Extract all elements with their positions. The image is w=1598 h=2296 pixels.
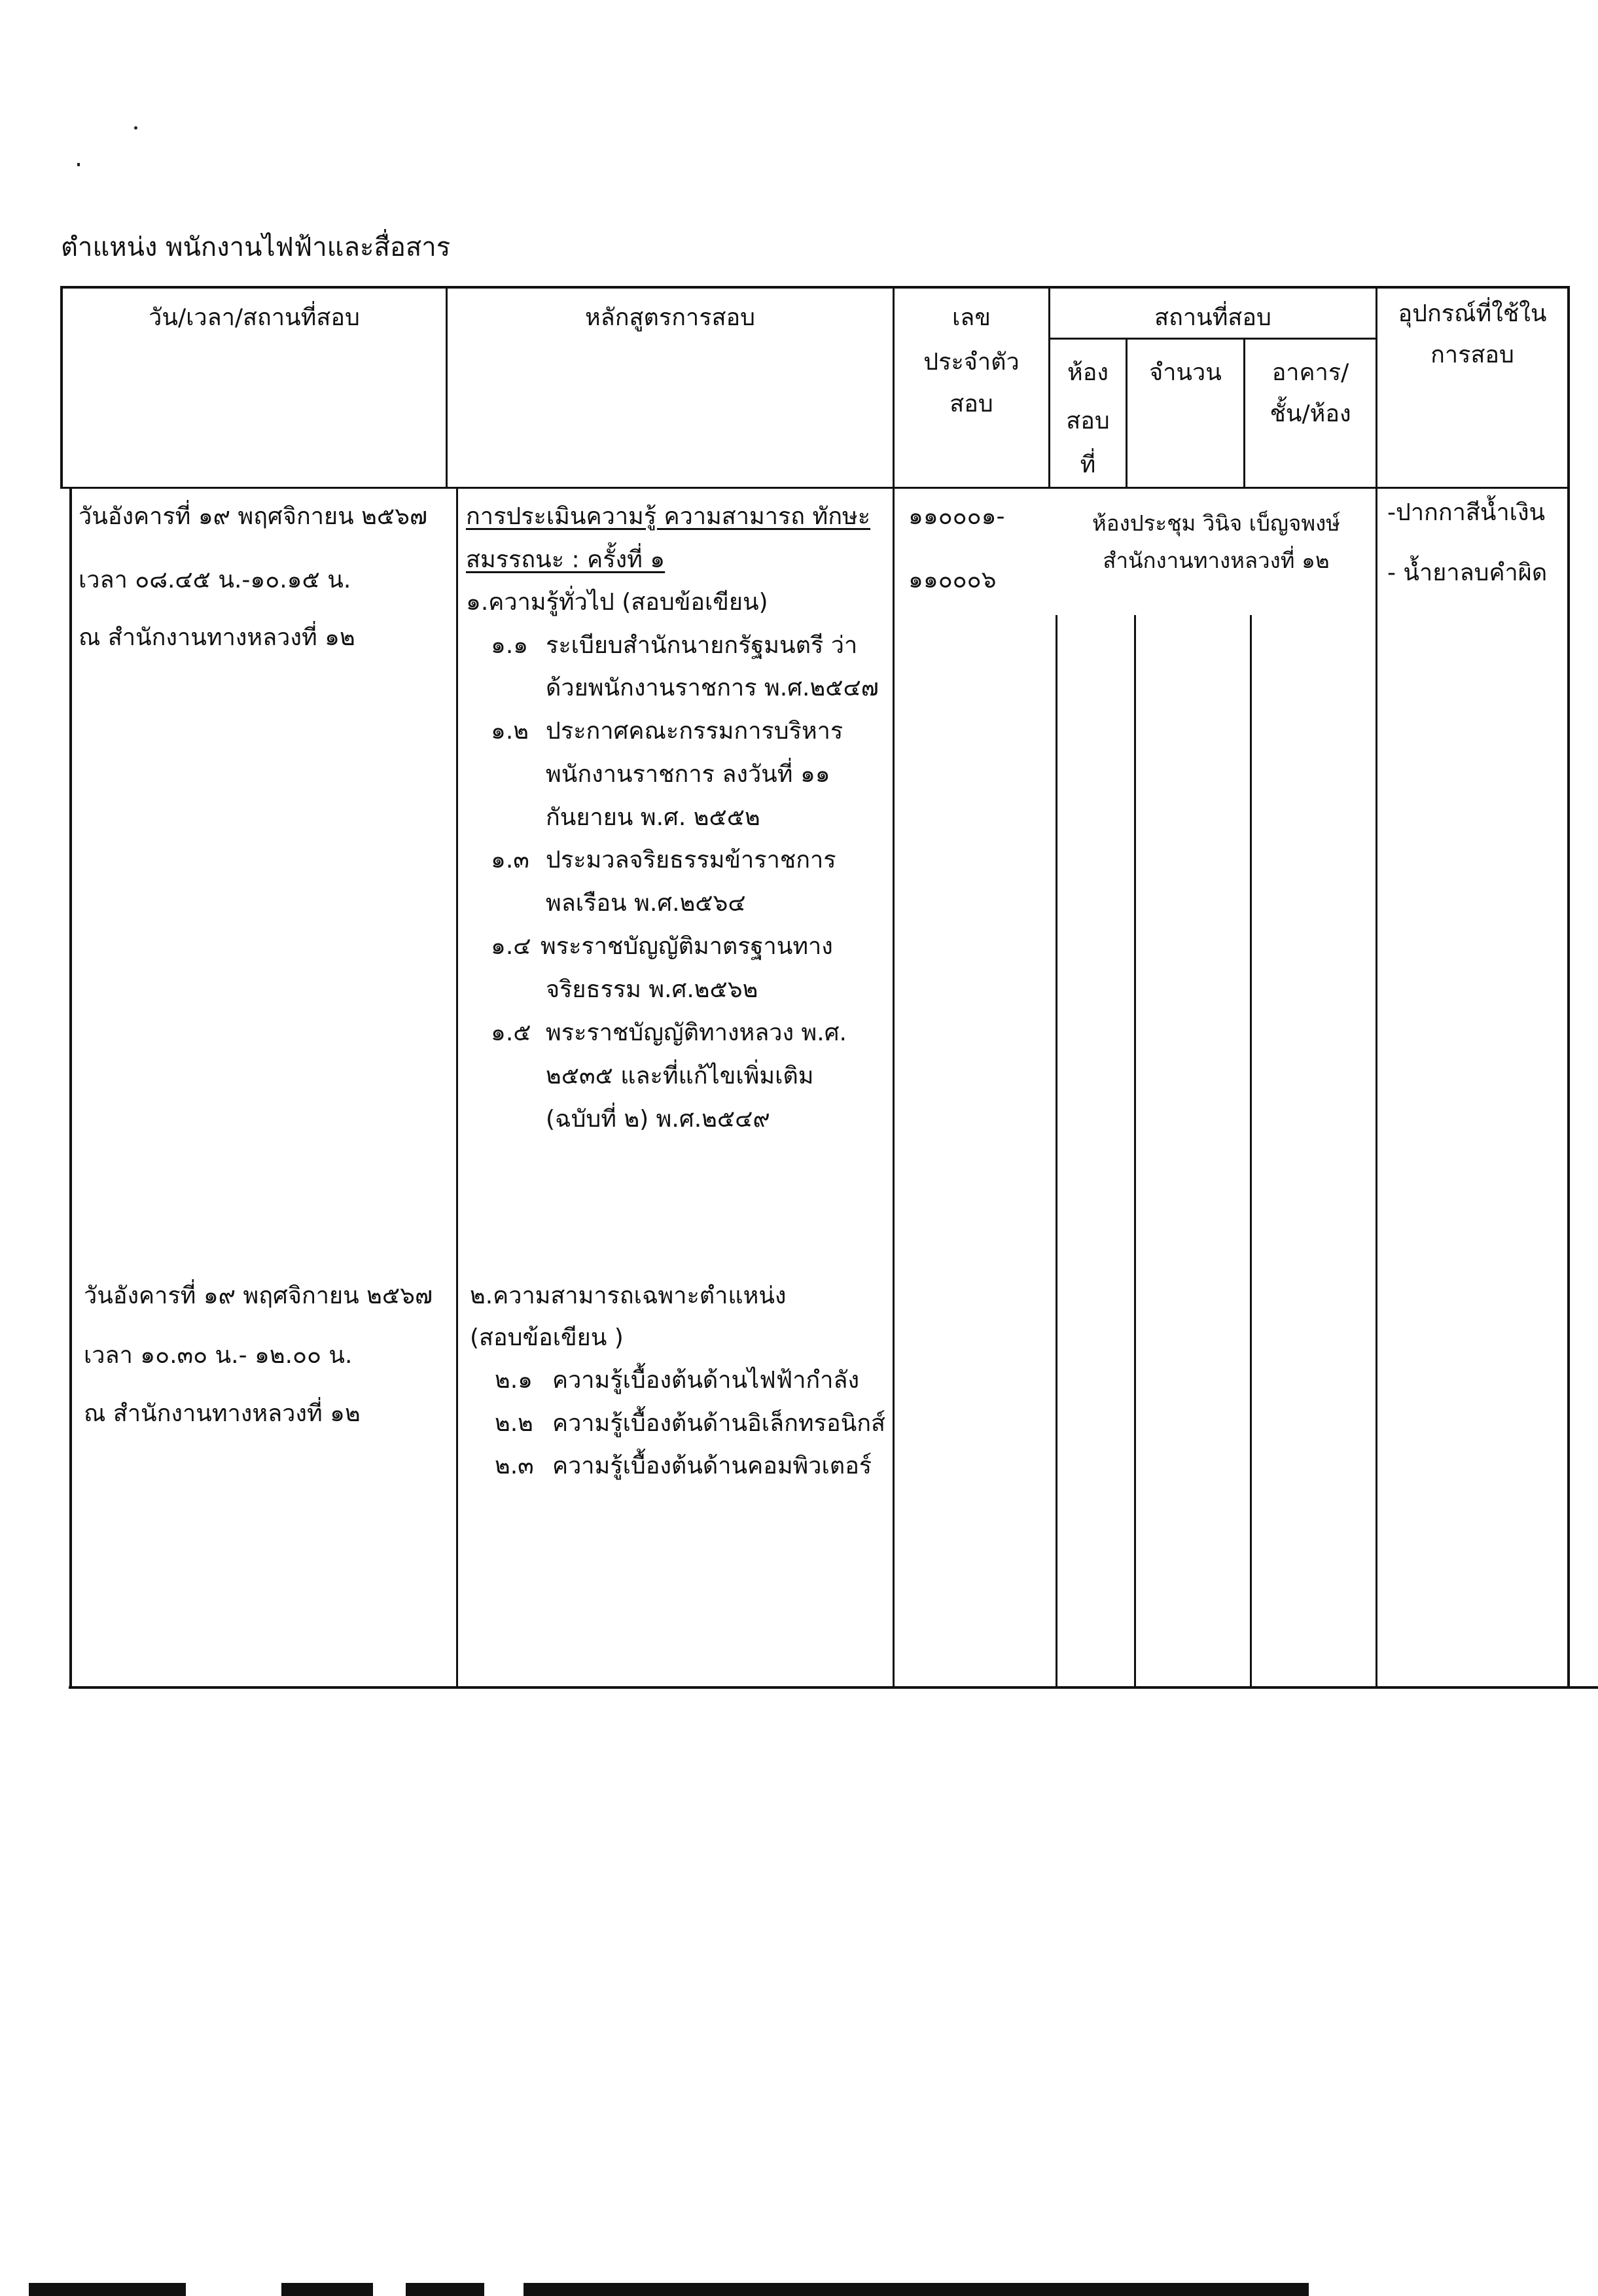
scan-mark [29, 2283, 186, 2296]
header-building-line: อาคาร/ [1271, 359, 1349, 386]
item-text: พลเรือน พ.ศ.๒๕๖๔ [546, 890, 746, 917]
table-header-divider [60, 487, 1569, 489]
session1-date: วันอังคารที่ ๑๙ พฤศจิกายน ๒๕๖๗ [79, 503, 428, 530]
exam-id-from: ๑๑๐๐๐๑- [908, 503, 1005, 530]
header-venue: สถานที่สอบ [1154, 304, 1271, 331]
assessment-title-cont: สมรรถนะ : ครั้งที่ ๑ [466, 546, 666, 573]
scan-speck [134, 126, 137, 130]
header-exam-id-line: เลข [952, 304, 991, 331]
item-number: ๒.๒ [495, 1410, 533, 1437]
header-room-no-line: ที่ [1080, 451, 1096, 478]
item-number: ๑.๔ [491, 933, 531, 960]
equipment-item-pen: -ปากกาสีน้ำเงิน [1387, 499, 1546, 526]
section-specific-ability-cont: (สอบข้อเขียน ) [470, 1324, 624, 1351]
col-divider-2 [893, 286, 895, 1689]
table-bottom-border [69, 1686, 1598, 1689]
scan-mark [524, 2283, 1309, 2296]
scan-mark [281, 2283, 373, 2296]
col-divider-5-body [1250, 615, 1252, 1689]
item-text: ความรู้เบื้องต้นด้านไฟฟ้ากำลัง [552, 1367, 860, 1394]
header-count: จำนวน [1149, 359, 1222, 386]
scan-speck [77, 163, 80, 166]
session1-time: เวลา ๐๘.๔๕ น.-๑๐.๑๕ น. [79, 567, 351, 593]
header-exam-id-line: สอบ [950, 391, 993, 417]
item-text: (ฉบับที่ ๒) พ.ศ.๒๕๔๙ [546, 1106, 770, 1133]
table-top-border [60, 286, 1569, 289]
header-room-no-line: ห้อง [1067, 359, 1109, 386]
col-border-left-body [69, 487, 72, 1689]
assessment-title: การประเมินความรู้ ความสามารถ ทักษะ [466, 503, 871, 530]
item-number: ๑.๒ [491, 718, 529, 745]
item-text: จริยธรรม พ.ศ.๒๕๖๒ [546, 976, 758, 1003]
col-divider-4-body [1134, 615, 1136, 1689]
header-room-no-line: สอบ [1066, 408, 1110, 434]
col-divider-1-body [456, 487, 458, 1689]
page-title: ตำแหน่ง พนักงานไฟฟ้าและสื่อสาร [61, 232, 451, 262]
item-text: ด้วยพนักงานราชการ พ.ศ.๒๕๔๗ [546, 675, 879, 701]
col-divider-3-body [1056, 615, 1057, 1689]
section-general-knowledge: ๑.ความรู้ทั่วไป (สอบข้อเขียน) [466, 589, 768, 616]
exam-id-to: ๑๑๐๐๐๖ [908, 567, 997, 593]
session2-place: ณ สำนักงานทางหลวงที่ ๑๒ [84, 1400, 361, 1427]
col-divider-6 [1376, 286, 1377, 1689]
item-text: พระราชบัญญัติทางหลวง พ.ศ. [546, 1019, 847, 1046]
session2-date: วันอังคารที่ ๑๙ พฤศจิกายน ๒๕๖๗ [84, 1282, 433, 1309]
item-number: ๑.๕ [491, 1019, 531, 1046]
item-text: ระเบียบสำนักนายกรัฐมนตรี ว่า [546, 632, 858, 659]
item-text: ความรู้เบื้องต้นด้านคอมพิวเตอร์ [552, 1453, 872, 1479]
item-number: ๑.๓ [491, 847, 529, 874]
session2-time: เวลา ๑๐.๓๐ น.- ๑๒.๐๐ น. [84, 1342, 353, 1369]
item-number: ๑.๑ [491, 632, 529, 659]
item-text: พระราชบัญญัติมาตรฐานทาง [541, 933, 833, 960]
venue-subheader-divider [1048, 338, 1376, 340]
item-number: ๒.๓ [495, 1453, 534, 1479]
equipment-item-correction-fluid: - น้ำยาลบคำผิด [1387, 559, 1548, 586]
header-date-time-place: วัน/เวลา/สถานที่สอบ [149, 304, 360, 331]
session1-place: ณ สำนักงานทางหลวงที่ ๑๒ [79, 624, 355, 651]
item-text: ประกาศคณะกรรมการบริหาร [546, 718, 843, 745]
header-building-line: ชั้น/ห้อง [1270, 400, 1351, 427]
header-exam-id-line: ประจำตัว [923, 349, 1020, 376]
header-equipment-line: การสอบ [1430, 342, 1514, 368]
section-specific-ability: ๒.ความสามารถเฉพาะตำแหน่ง [470, 1282, 787, 1309]
col-border-right [1567, 286, 1570, 1689]
venue-room: ห้องประชุม วินิจ เบ็ญจพงษ์ [1092, 510, 1340, 536]
item-text: ๒๕๓๕ และที่แก้ไขเพิ่มเติม [546, 1063, 814, 1089]
scan-mark [406, 2283, 484, 2296]
item-text: กันยายน พ.ศ. ๒๕๕๒ [546, 804, 760, 831]
header-curriculum: หลักสูตรการสอบ [584, 304, 756, 331]
item-text: พนักงานราชการ ลงวันที่ ๑๑ [546, 761, 830, 788]
header-equipment-line: อุปกรณ์ที่ใช้ใน [1398, 300, 1547, 327]
item-text: ประมวลจริยธรรมข้าราชการ [546, 847, 836, 874]
venue-office: สำนักงานทางหลวงที่ ๑๒ [1103, 548, 1330, 573]
item-text: ความรู้เบื้องต้นด้านอิเล็กทรอนิกส์ [552, 1410, 885, 1437]
item-number: ๒.๑ [495, 1367, 533, 1394]
